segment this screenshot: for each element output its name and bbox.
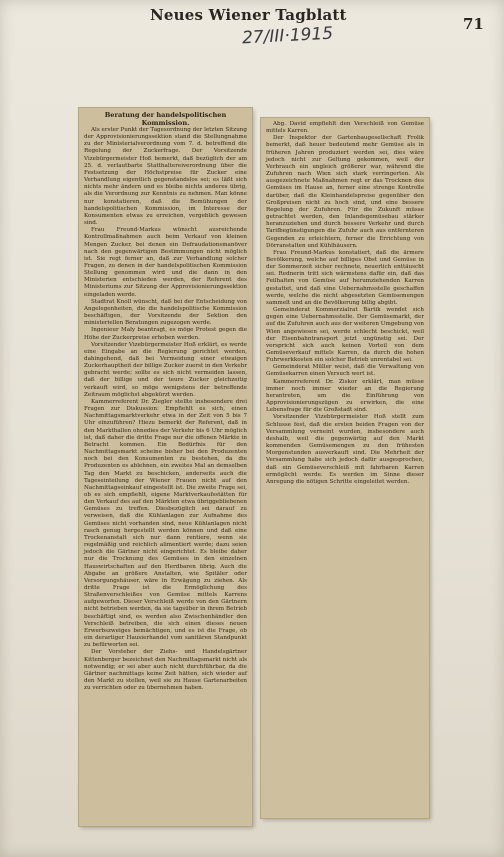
paragraph: Der Inspektor der Gartenbaugesellschaft Frolik bemerkt, daß heuer bedeutend mehr Gemüse als in früheren Jahren produziert werden sei, dies wäre jedoch nicht zur Geltung gekommen, weil der Verbrauch ein ungleich größerer war, während die Zufuhren nach Wien sich stark verringerten. Als ausgezeichnete Maßnahmen regt er das Trocknen des Gemüses im Hause an, ferner eine strenge Kontrolle darüber, daß die Kleinhandelspreise gegenüber den Großpreisen nicht zu hoch sind, und eine bessere Regelung der Zufuhren. Für die Zukunft müsse getrachtet werden, den Inlandsgemüsebau stärker heranzuziehen und durch bessere Verkehr und durch Tarifbegünstigungen die Zufuhr auch aus entfernteren Gegenden zu erleichtern, ferner die Errichtung von Dörranstalten und Kühlhäusern. xyxy=(266,135,424,249)
paragraph: Abg. David empfiehlt den Verschleiß von Gemüse mittels Karren. xyxy=(266,121,424,135)
paragraph: Gemeinderat Kommerzialrat Bartik wendet sich gegen eine Uebernahmsstelle. Der Gemüsemarkt, der auf die Zufuhren auch aus der weiteren Umgebung von Wien angewiesen sei, werde schlecht beschickt, weil der Eisenbahntransport jetzt ungünstig sei. Der verspricht sich auch keinen Vorteil von dem Gemüseverkauf mittels Karren, da durch die hohen Fuhrwerkkosten ein solcher Betrieb unrentabel sei. xyxy=(266,307,424,364)
paragraph: Der Vorsteher der Ziehs- und Handelsgärtner Kittenberger bezeichnet den Nachmittagsmarkt nicht als notwendig; er sei aber auch nicht durchführbar, da die Gärtner nachmittags keine Zeit hätten, sich wieder auf den Markt zu stellen, weil sie zu Hause Gartenarbeiten zu verrichten oder zu übernehmen haben. xyxy=(84,649,247,692)
paragraph: Stadtrat Knoll wünscht, daß bei der Entscheidung von Angelegenheiten, die die handelspolitische Kommission beschäftigen, der Vorsitzende der Sektion den ministeriellen Beratungen zugezogen werde. xyxy=(84,298,247,327)
clipping-heading: Beratung der handelspolitischen Kommission. xyxy=(104,111,227,127)
clipping-left-column xyxy=(79,108,252,695)
clipping-right-column xyxy=(261,118,429,489)
paragraph: Frau Freund-Markus konstatiert, daß die ärmere Bevölkerung, welche auf billiges Obst und Gemüse in der Sommerzeit sicher rechnete, neuerlich enttäuscht sei. Rednerin tritt sich wärmstens dafür ein, daß das Feilhalten von Gemüse auf herumziehenden Karren gestattet, und daß eine Uebernahmsstelle geschaffen werde, welche die nicht abgesetzten Gemüsemengen sammelt und an die Bevölkerung billig abgibt. xyxy=(266,249,424,306)
handwritten-date: 27/III·1915 xyxy=(241,23,334,49)
page-number: 71 xyxy=(463,15,484,33)
newspaper-clipping-right xyxy=(261,118,429,818)
paragraph: Als erster Punkt der Tagesordnung der letzten Sitzung der Approvisionierungssektion stand die Stellungnahme zu der Ministerialverordnung vom 7. d. betreffend die Regelung der Zuckerfrage. Der Vorsitzende Vizebürgermeister Hoß bemerkt, daß bezüglich der am 25. d. verlautbarte Statthaltereiverordnung über die Festsetzung der Höchstpreise für Zucker eine Verhandlung eigentlich gegenstandslos sei; es läßt sich nichts mehr ändern und es bleibe nichts anderes übrig, als die Verordnung zur Kenntnis zu nehmen. Man könne nur konstatieren, daß die Bemühungen der handelspolitischen Kommission, im Interesse der Konsumenten etwas zu erreichen, vergeblich gewesen sind. xyxy=(84,127,247,227)
paragraph: Vorsitzender Vizebürgermeister Hoß erklärt, es werde eine Eingabe an die Regierung gerichtet werden, dahingehend, daß bei Vermeidung einer etwaigen Zuckerhauptheit der billige Zucker zuerst in den Verkehr gebracht werde; sollte es sich nicht vermeiden lassen, daß der billige und der teure Zucker gleichzeitig verkauft wird, so möge wenigstens der betreffende Zeitraum möglichst abgekürzt werden. xyxy=(84,341,247,398)
masthead: Neues Wiener Tagblatt xyxy=(150,6,347,24)
paragraph: Kammerreferent Dr. Ziskor erklärt, man müsse immer noch immer wieder an die Regierung herantreten, um die Einführung von Approvisionierungszügen zu erwirken, die eine Lebensfrage für die Großstadt sind. xyxy=(266,378,424,414)
paragraph: Gemeinderat Müller weist, daß die Verwaltung von Gemüsekarren einen Versuch wert ist. xyxy=(266,364,424,378)
paragraph: Frau Freund-Markus wünscht ausreichende Kontrollmaßnahmen auch beim Verkauf von kleinen Mengen Zucker, bei denen ein Defraudationsmanöver nach den gegenwärtigen Bestimmungen nicht möglich ist. Sie regt ferner an, daß zur Verhandlung solcher Fragen, zu denen in der handelspolitischen Kommission Stellung genommen wird und die dann in den Ministerien entschieden werden, der Referent des Ministeriums zur Sitzung der Approvisionierungssektion eingeladen werde. xyxy=(84,227,247,298)
paragraph: Ingenieur Maly beantragt, es möge Protest gegen die Höhe der Zuckerpreise erhoben werden. xyxy=(84,327,247,341)
newspaper-clipping-left xyxy=(79,108,252,826)
paragraph: Kammerreferent Dr. Ziegler stellte insbesondere drei Fragen zur Diskussion: Empfiehlt es sich, einen Nachmittagsmarktverkehr etwa in der Zeit von 5 bis 7 Uhr einzuführen? Hiezu bemerkt der Referent, daß in den Markthallen ohnedies der Verkehr bis 6 Uhr möglich ist, daß daher die dritte Frage nur die offenen Märkte in Betracht kommen. Ein Bedürfnis für den Nachmittagsmarkt scheine bisher bei den Produzenten noch bei den Konsumenten zu bestehen, da die Produzenten es ablehnen, ein zweites Mal an demselben Tag den Markt zu beschicken, anderseits auch die Tageseinteilung der Wiener Frauen nicht auf den Nachmittagseinkauf eingestellt ist. Die zweite Frage sei, ob es sich empfiehlt, eigene Marktverkaufsstätten für den Verkauf des auf den Märkten etwa übriggebliebenen Gemüses zu treffen. Diesbezüglich sei darauf zu verweisen, daß die Kühlanlagen zur Aufnahme des Gemüses nicht vorhanden sind, neue Kühlanlagen nicht rasch genug hergestellt werden können und daß eine Trockenanstalt sich nur dann rentiere, wenn sie regelmäßig und reichlich alimentiert werde; dazu seien jedoch die Gärtner nicht eingerichtet. Es bleibe daher nur die Trocknung des Gemüses in den einzelnen Hauswirtschaften auf den Herdbaren übrig. Auch die Abgabe an größere Anstalten, wie Spitäler oder Versorgungshäuser, wäre in Erwägung zu ziehen. Als dritte Frage ist die Ermöglichung des Straßenverschleißes von Gemüse mittels Karrens aufgeworfen. Dieser Verschleiß werde von den Gärtnern nicht betrieben werden, da sie tagsüber in ihrem Betrieb beschäftigt sind, es werden also Zwischenhändler den Verschleiß betreiben, die sich einen dieses neuen Erwerbszweiges bemächtigen, und es ist die Frage, ob ein derartiger Hausierhandel vom sanitären Standpunkt zu befürworten sei. xyxy=(84,398,247,649)
paragraph: Vorsitzender Vizebürgermeister Hoß stellt zum Schlusse fest, daß die ersten beiden Fragen von der Versammlung verneint wurden, insbesondere auch deshalb, weil die gegenwärtig auf den Markt kommenden Gemüsemengen zu den frühesten Morgenstunden ausverkauft sind. Die Mehrheit der Versammlung habe sich jedoch dafür ausgesprochen, daß ein Gemüseverschleiß mit fahrbaren Karren ermöglicht werde. Es werden im Sinne dieser Anregung die nötigen Schritte eingeleitet werden. xyxy=(266,414,424,485)
